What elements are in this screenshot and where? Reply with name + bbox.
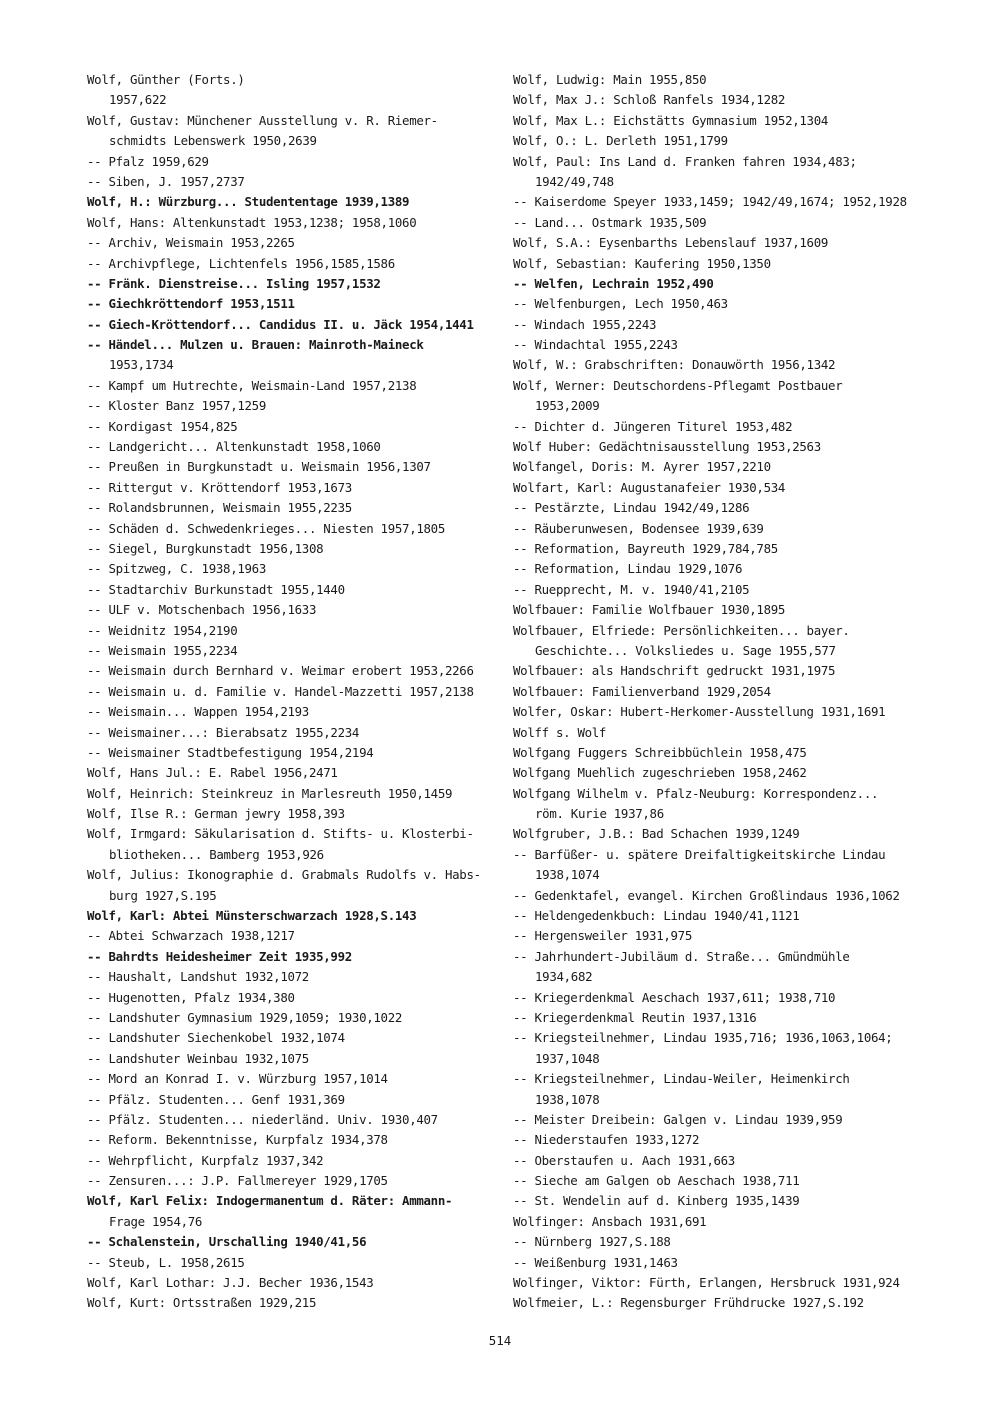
index-entry: -- Siben, J. 1957,2737: [87, 173, 245, 189]
index-entry: Wolf, Hans: Altenkunstadt 1953,1238; 1958,1060: [87, 214, 417, 230]
index-entry: -- Schäden d. Schwedenkrieges... Niesten 1957,1805: [87, 520, 445, 536]
index-entry: Wolf, Ilse R.: German jewry 1958,393: [87, 806, 345, 822]
index-entry: Wolfbauer: Familie Wolfbauer 1930,1895: [513, 602, 786, 618]
index-entry: -- Pfälz. Studenten... niederländ. Univ. 1930,407: [87, 1111, 438, 1127]
index-entry: -- Welfenburgen, Lech 1950,463: [513, 296, 728, 312]
index-entry: Wolf, Gustav: Münchener Ausstellung v. R. Riemer-: [87, 112, 438, 128]
index-entry: Wolff s. Wolf: [513, 724, 607, 740]
index-entry: -- Archiv, Weismain 1953,2265: [87, 235, 295, 251]
index-entry: -- Reformation, Bayreuth 1929,784,785: [513, 540, 778, 556]
index-entry: Wolf Huber: Gedächtnisausstellung 1953,2563: [513, 439, 821, 455]
index-entry: -- Schalenstein, Urschalling 1940/41,56: [87, 1234, 367, 1250]
index-entry: -- Weißenburg 1931,1463: [513, 1254, 678, 1270]
index-entry: -- Abtei Schwarzach 1938,1217: [87, 928, 295, 944]
index-entry: Wolfgruber, J.B.: Bad Schachen 1939,1249: [513, 826, 800, 842]
index-entry: 1938,1078: [535, 1091, 600, 1107]
index-entry: Wolfgang Muehlich zugeschrieben 1958,2462: [513, 765, 807, 781]
index-entry: 1938,1074: [535, 867, 600, 883]
index-entry: -- Kriegsteilnehmer, Lindau-Weiler, Heimenkirch: [513, 1071, 850, 1087]
index-entry: burg 1927,S.195: [109, 887, 217, 903]
index-entry: -- Pfalz 1959,629: [87, 153, 209, 169]
index-entry: Geschichte... Volksliedes u. Sage 1955,577: [535, 642, 836, 658]
index-entry: 1957,622: [109, 92, 167, 108]
index-entry: -- Welfen, Lechrain 1952,490: [513, 275, 714, 291]
index-entry: -- Land... Ostmark 1935,509: [513, 214, 707, 230]
index-entry: -- Wehrpflicht, Kurpfalz 1937,342: [87, 1152, 324, 1168]
index-entry: -- Rolandsbrunnen, Weismain 1955,2235: [87, 500, 352, 516]
index-entry: -- St. Wendelin auf d. Kinberg 1935,1439: [513, 1193, 800, 1209]
index-entry: -- Kloster Banz 1957,1259: [87, 398, 266, 414]
index-entry: 1934,682: [535, 969, 593, 985]
index-entry: -- Gedenktafel, evangel. Kirchen Großlindaus 1936,1062: [513, 887, 900, 903]
index-entry: -- Ruepprecht, M. v. 1940/41,2105: [513, 581, 750, 597]
index-entry: Wolf, Hans Jul.: E. Rabel 1956,2471: [87, 765, 338, 781]
index-entry: Wolf, Günther (Forts.): [87, 72, 245, 87]
index-entry: -- Hergensweiler 1931,975: [513, 928, 692, 944]
index-entry: -- Giech-Kröttendorf... Candidus II. u. Jäck 1954,1441: [87, 316, 474, 332]
index-entry: Wolfinger, Viktor: Fürth, Erlangen, Hersbruck 1931,924: [513, 1275, 900, 1291]
index-entry: Wolf, Karl: Abtei Münsterschwarzach 1928,S.143: [87, 908, 417, 924]
index-entry: -- Landshuter Gymnasium 1929,1059; 1930,1022: [87, 1009, 403, 1025]
index-entry: Wolf, Max J.: Schloß Ranfels 1934,1282: [513, 92, 786, 108]
index-entry: -- Kriegsteilnehmer, Lindau 1935,716; 1936,1063,1064;: [513, 1030, 893, 1046]
index-entry: -- Nürnberg 1927,S.188: [513, 1234, 671, 1250]
index-entry: -- Niederstaufen 1933,1272: [513, 1132, 700, 1148]
index-entry: -- Hugenotten, Pfalz 1934,380: [87, 989, 295, 1005]
index-entry: Wolfangel, Doris: M. Ayrer 1957,2210: [513, 459, 771, 475]
index-entry: Wolfbauer, Elfriede: Persönlichkeiten... bayer.: [513, 622, 850, 638]
index-entry: Wolf, W.: Grabschriften: Donauwörth 1956,1342: [513, 357, 836, 373]
index-entry: -- Weismain u. d. Familie v. Handel-Mazzetti 1957,2138: [87, 683, 474, 699]
index-entry: -- Händel... Mulzen u. Brauen: Mainroth-Maineck: [87, 337, 424, 353]
index-entry: -- Stadtarchiv Burkunstadt 1955,1440: [87, 581, 345, 597]
index-entry: Wolfbauer: als Handschrift gedruckt 1931,1975: [513, 663, 836, 679]
index-entry: Wolf, Max L.: Eichstätts Gymnasium 1952,1304: [513, 112, 829, 128]
index-entry: -- Kaiserdome Speyer 1933,1459; 1942/49,1674; 1952,1928: [513, 194, 907, 210]
index-entry: -- Rittergut v. Kröttendorf 1953,1673: [87, 479, 352, 495]
index-entry: -- Dichter d. Jüngeren Titurel 1953,482: [513, 418, 793, 434]
index-entry: Wolfart, Karl: Augustanafeier 1930,534: [513, 479, 786, 495]
index-entry: Wolf, H.: Würzburg... Studententage 1939,1389: [87, 194, 410, 210]
index-entry: -- Spitzweg, C. 1938,1963: [87, 561, 266, 577]
index-entry: Wolf, Julius: Ikonographie d. Grabmals Rudolfs v. Habs-: [87, 867, 481, 883]
index-entry: -- Bahrdts Heidesheimer Zeit 1935,992: [87, 948, 352, 964]
index-entry: Wolf, O.: L. Derleth 1951,1799: [513, 133, 728, 149]
index-entry: Wolfmeier, L.: Regensburger Frühdrucke 1927,S.192: [513, 1295, 864, 1311]
page-number: 514: [488, 1333, 512, 1348]
index-entry: röm. Kurie 1937,86: [535, 806, 664, 822]
index-entry: Wolfer, Oskar: Hubert-Herkomer-Ausstellung 1931,1691: [513, 704, 886, 720]
index-entry: -- Jahrhundert-Jubiläum d. Straße... Gmündmühle: [513, 948, 850, 964]
index-entry: -- Windach 1955,2243: [513, 316, 657, 332]
index-entry: -- Meister Dreibein: Galgen v. Lindau 1939,959: [513, 1111, 843, 1127]
index-entry: Wolfbauer: Familienverband 1929,2054: [513, 683, 771, 699]
index-column-right: [513, 70, 933, 1314]
index-entry: -- Kordigast 1954,825: [87, 418, 238, 434]
index-entry: Wolfgang Wilhelm v. Pfalz-Neuburg: Korrespondenz...: [513, 785, 879, 801]
index-entry: -- Landshuter Weinbau 1932,1075: [87, 1050, 309, 1066]
index-entry: Wolfgang Fuggers Schreibbüchlein 1958,475: [513, 744, 807, 760]
index-entry: -- Reformation, Lindau 1929,1076: [513, 561, 743, 577]
index-entry: -- Landshuter Siechenkobel 1932,1074: [87, 1030, 345, 1046]
index-entry: -- Haushalt, Landshut 1932,1072: [87, 969, 309, 985]
index-entry: Wolf, Werner: Deutschordens-Pflegamt Postbauer: [513, 377, 843, 393]
index-entry: 1937,1048: [535, 1050, 600, 1066]
index-entry: Wolf, Ludwig: Main 1955,850: [513, 72, 707, 87]
index-entry: -- Steub, L. 1958,2615: [87, 1254, 245, 1270]
index-entry: -- Oberstaufen u. Aach 1931,663: [513, 1152, 735, 1168]
index-entry: -- Pestärzte, Lindau 1942/49,1286: [513, 500, 750, 516]
index-entry: -- Pfälz. Studenten... Genf 1931,369: [87, 1091, 345, 1107]
index-entry: -- Weismain 1955,2234: [87, 642, 238, 658]
index-entry: -- Landgericht... Altenkunstadt 1958,1060: [87, 439, 381, 455]
index-entry: -- Giechkröttendorf 1953,1511: [87, 296, 295, 312]
index-entry: Wolf, Irmgard: Säkularisation d. Stifts- u. Klosterbi-: [87, 826, 474, 842]
index-entry: -- Fränk. Dienstreise... Isling 1957,1532: [87, 275, 381, 291]
index-entry: -- Weismainer...: Bierabsatz 1955,2234: [87, 724, 360, 740]
index-entry: -- ULF v. Motschenbach 1956,1633: [87, 602, 317, 618]
index-entry: Wolf, Paul: Ins Land d. Franken fahren 1934,483;: [513, 153, 857, 169]
index-entry: -- Kriegerdenkmal Aeschach 1937,611; 1938,710: [513, 989, 836, 1005]
index-entry: Wolfinger: Ansbach 1931,691: [513, 1213, 707, 1229]
index-entry: Wolf, Karl Felix: Indogermanentum d. Räter: Ammann-: [87, 1193, 453, 1209]
index-entry: -- Siegel, Burgkunstadt 1956,1308: [87, 540, 324, 556]
index-entry: schmidts Lebenswerk 1950,2639: [109, 133, 317, 149]
index-entry: Wolf, Sebastian: Kaufering 1950,1350: [513, 255, 771, 271]
index-entry: -- Barfüßer- u. spätere Dreifaltigkeitskirche Lindau: [513, 846, 886, 862]
index-entry: -- Windachtal 1955,2243: [513, 337, 678, 353]
index-entry: Wolf, Kurt: Ortsstraßen 1929,215: [87, 1295, 317, 1311]
index-entry: Wolf, S.A.: Eysenbarths Lebenslauf 1937,1609: [513, 235, 829, 251]
index-entry: -- Sieche am Galgen ob Aeschach 1938,711: [513, 1173, 800, 1189]
index-entry: -- Preußen in Burgkunstadt u. Weismain 1956,1307: [87, 459, 431, 475]
index-entry: -- Kampf um Hutrechte, Weismain-Land 1957,2138: [87, 377, 417, 393]
index-entry: -- Weidnitz 1954,2190: [87, 622, 238, 638]
index-entry: Wolf, Karl Lothar: J.J. Becher 1936,1543: [87, 1275, 374, 1291]
index-entry: bliotheken... Bamberg 1953,926: [109, 846, 324, 862]
index-entry: -- Weismainer Stadtbefestigung 1954,2194: [87, 744, 374, 760]
index-entry: 1953,2009: [535, 398, 600, 414]
index-entry: -- Weismain... Wappen 1954,2193: [87, 704, 309, 720]
index-entry: Wolf, Heinrich: Steinkreuz in Marlesreuth 1950,1459: [87, 785, 453, 801]
index-entry: 1942/49,748: [535, 173, 614, 189]
index-entry: 1953,1734: [109, 357, 174, 373]
index-column-left: [87, 70, 497, 1314]
index-entry: -- Archivpflege, Lichtenfels 1956,1585,1586: [87, 255, 395, 271]
index-entry: -- Zensuren...: J.P. Fallmereyer 1929,1705: [87, 1173, 388, 1189]
index-entry: -- Räuberunwesen, Bodensee 1939,639: [513, 520, 764, 536]
index-entry: -- Kriegerdenkmal Reutin 1937,1316: [513, 1009, 757, 1025]
index-entry: -- Heldengedenkbuch: Lindau 1940/41,1121: [513, 908, 800, 924]
index-entry: -- Weismain durch Bernhard v. Weimar erobert 1953,2266: [87, 663, 474, 679]
index-entry: -- Reform. Bekenntnisse, Kurpfalz 1934,378: [87, 1132, 388, 1148]
index-entry: -- Mord an Konrad I. v. Würzburg 1957,1014: [87, 1071, 388, 1087]
index-entry: Frage 1954,76: [109, 1213, 203, 1229]
